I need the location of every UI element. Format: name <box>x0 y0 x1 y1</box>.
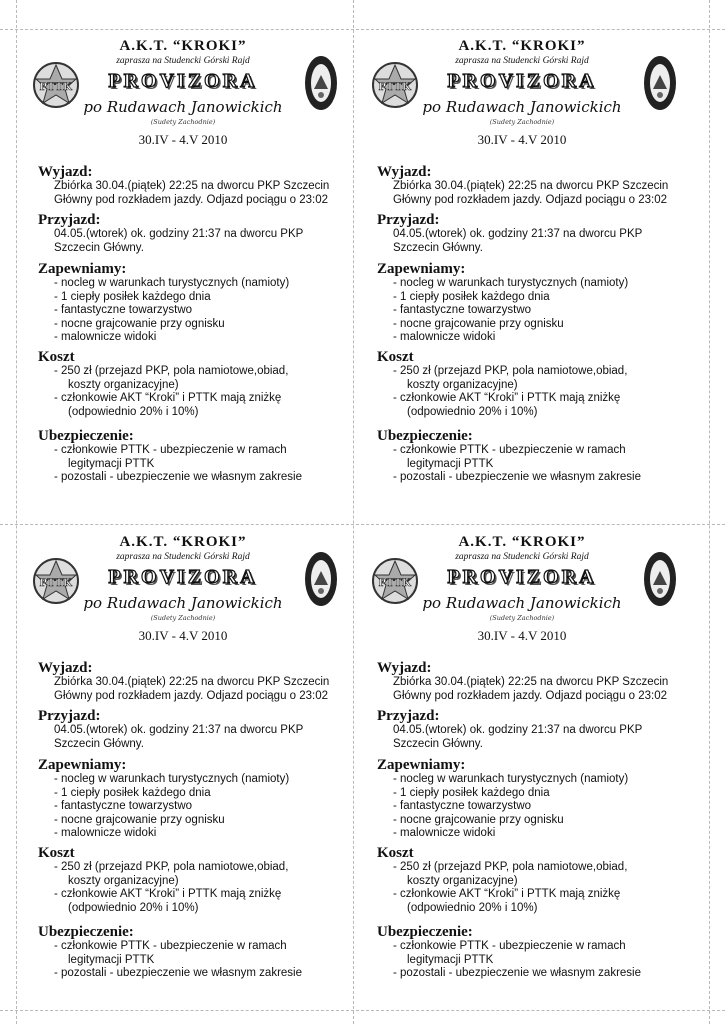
section-heading: Przyjazd: <box>38 708 101 724</box>
event-subregion: (Sudety Zachodnie) <box>489 614 555 622</box>
event-title: PROVIZORA <box>447 70 597 92</box>
section-heading: Ubezpieczenie: <box>377 924 473 940</box>
section-wyjazd <box>377 660 683 703</box>
event-title: PROVIZORA <box>108 566 258 588</box>
section-heading: Wyjazd: <box>377 660 432 676</box>
section-line: - pozostali - ubezpieczenie we własnym zakresie <box>393 471 641 483</box>
section-line: - 1 ciepły posiłek każdego dnia <box>393 290 550 303</box>
section-line: 04.05.(wtorek) ok. godziny 21:37 na dworcu PKP <box>393 724 643 736</box>
event-title: PROVIZORA <box>447 566 597 588</box>
event-dates: 30.IV - 4.V 2010 <box>477 132 567 147</box>
section-line: Szczecin Główny. <box>393 737 483 750</box>
event-region: po Rudawach Janowickich <box>422 98 622 116</box>
section-line: - nocleg w warunkach turystycznych (namioty) <box>54 773 290 785</box>
section-line: - 1 ciepły posiłek każdego dnia <box>54 290 211 303</box>
section-line: - członkowie PTTK - ubezpieczenie w ramach <box>54 940 287 952</box>
section-line: 04.05.(wtorek) ok. godziny 21:37 na dworcu PKP <box>54 724 304 736</box>
section-line: Główny pod rozkładem jazdy. Odjazd pociągu o 23:02 <box>393 689 668 702</box>
event-subregion: (Sudety Zachodnie) <box>150 614 216 622</box>
section-line: koszty organizacyjne) <box>407 874 518 887</box>
section-line: Zbiórka 30.04.(piątek) 22:25 na dworcu PKP Szczecin <box>393 676 669 688</box>
pttk-logo-text: PTTK <box>378 79 412 93</box>
section-line: - malownicze widoki <box>54 827 157 839</box>
section-ubezpieczenie <box>377 924 683 981</box>
section-line: - nocleg w warunkach turystycznych (namioty) <box>54 277 290 289</box>
section-heading: Koszt <box>377 845 414 861</box>
section-koszt <box>377 349 683 419</box>
section-przyjazd <box>377 708 683 751</box>
org-name: A.K.T. “KROKI” <box>119 38 247 54</box>
section-line: (odpowiednio 20% i 10%) <box>68 901 199 914</box>
event-dates: 30.IV - 4.V 2010 <box>138 132 228 147</box>
org-name: A.K.T. “KROKI” <box>458 38 586 54</box>
event-dates: 30.IV - 4.V 2010 <box>138 628 228 643</box>
org-name: A.K.T. “KROKI” <box>119 534 247 550</box>
cut-line-top <box>0 29 725 30</box>
section-heading: Koszt <box>38 845 75 861</box>
section-line: 04.05.(wtorek) ok. godziny 21:37 na dworcu PKP <box>54 228 304 240</box>
section-line: - nocleg w warunkach turystycznych (namioty) <box>393 773 629 785</box>
section-line: koszty organizacyjne) <box>68 378 179 391</box>
pttk-logo-text: PTTK <box>39 79 73 93</box>
section-line: (odpowiednio 20% i 10%) <box>68 405 199 418</box>
section-heading: Koszt <box>38 349 75 365</box>
section-wyjazd <box>377 164 683 207</box>
section-line: - członkowie AKT “Kroki” i PTTK mają zniżkę <box>54 888 282 900</box>
section-line: - fantastyczne towarzystwo <box>393 800 532 812</box>
section-ubezpieczenie <box>38 428 344 485</box>
club-emblem-icon <box>304 55 338 111</box>
event-region: po Rudawach Janowickich <box>422 594 622 612</box>
org-name: A.K.T. “KROKI” <box>458 534 586 550</box>
section-line: Główny pod rozkładem jazdy. Odjazd pociągu o 23:02 <box>54 193 329 206</box>
section-heading: Wyjazd: <box>38 660 93 676</box>
cut-line-right <box>709 0 710 1024</box>
pttk-logo-icon <box>371 61 419 109</box>
section-zapewniamy <box>38 261 344 345</box>
section-line: - pozostali - ubezpieczenie we własnym zakresie <box>393 967 641 979</box>
cut-line-center <box>0 524 725 525</box>
section-zapewniamy <box>377 261 683 345</box>
section-heading: Przyjazd: <box>38 212 101 228</box>
club-emblem-icon <box>643 551 677 607</box>
section-heading: Przyjazd: <box>377 708 440 724</box>
section-line: - pozostali - ubezpieczenie we własnym zakresie <box>54 471 302 483</box>
section-line: - fantastyczne towarzystwo <box>54 800 193 812</box>
event-title: PROVIZORA <box>108 70 258 92</box>
section-line: Szczecin Główny. <box>393 241 483 254</box>
flyer-header <box>14 527 352 649</box>
section-line: Szczecin Główny. <box>54 241 144 254</box>
section-line: - członkowie AKT “Kroki” i PTTK mają zniżkę <box>54 392 282 404</box>
section-line: (odpowiednio 20% i 10%) <box>407 405 538 418</box>
section-koszt <box>38 845 344 915</box>
section-line: - nocne grajcowanie przy ognisku <box>54 813 225 826</box>
section-heading: Ubezpieczenie: <box>38 924 134 940</box>
flyer-header <box>14 31 352 153</box>
invite-text: zaprasza na Studencki Górski Rajd <box>116 56 250 66</box>
section-line: - 1 ciepły posiłek każdego dnia <box>393 786 550 799</box>
section-line: - 250 zł (przejazd PKP, pola namiotowe,obiad, <box>54 861 289 873</box>
section-line: - członkowie AKT “Kroki” i PTTK mają zniżkę <box>393 392 621 404</box>
section-wyjazd <box>38 660 344 703</box>
section-line: - członkowie PTTK - ubezpieczenie w ramach <box>54 444 287 456</box>
section-line: legitymacji PTTK <box>407 457 494 470</box>
section-line: 04.05.(wtorek) ok. godziny 21:37 na dworcu PKP <box>393 228 643 240</box>
section-zapewniamy <box>38 757 344 841</box>
section-line: - nocne grajcowanie przy ognisku <box>393 317 564 330</box>
section-line: - fantastyczne towarzystwo <box>54 304 193 316</box>
club-emblem-icon <box>304 551 338 607</box>
section-line: - członkowie PTTK - ubezpieczenie w ramach <box>393 940 626 952</box>
section-heading: Wyjazd: <box>377 164 432 180</box>
section-line: - 250 zł (przejazd PKP, pola namiotowe,obiad, <box>393 861 628 873</box>
flyer-bottom-right <box>353 527 691 1007</box>
section-line: koszty organizacyjne) <box>407 378 518 391</box>
invite-text: zaprasza na Studencki Górski Rajd <box>116 552 250 562</box>
section-heading: Zapewniamy: <box>38 261 127 277</box>
section-koszt <box>38 349 344 419</box>
flyer-header <box>353 31 691 153</box>
section-line: - nocne grajcowanie przy ognisku <box>54 317 225 330</box>
pttk-logo-icon <box>371 557 419 605</box>
pttk-logo-icon <box>32 557 80 605</box>
section-line: - malownicze widoki <box>54 331 157 343</box>
section-line: - malownicze widoki <box>393 331 496 343</box>
event-region: po Rudawach Janowickich <box>83 594 283 612</box>
section-line: Główny pod rozkładem jazdy. Odjazd pociągu o 23:02 <box>393 193 668 206</box>
flyer-header <box>353 527 691 649</box>
section-ubezpieczenie <box>38 924 344 981</box>
section-line: - nocleg w warunkach turystycznych (namioty) <box>393 277 629 289</box>
section-line: - członkowie AKT “Kroki” i PTTK mają zniżkę <box>393 888 621 900</box>
section-heading: Zapewniamy: <box>377 757 466 773</box>
cut-line-bottom <box>0 1010 725 1011</box>
section-heading: Zapewniamy: <box>38 757 127 773</box>
section-line: legitymacji PTTK <box>407 953 494 966</box>
section-line: Zbiórka 30.04.(piątek) 22:25 na dworcu PKP Szczecin <box>54 676 330 688</box>
section-line: - 250 zł (przejazd PKP, pola namiotowe,obiad, <box>54 365 289 377</box>
event-subregion: (Sudety Zachodnie) <box>489 118 555 126</box>
section-line: Szczecin Główny. <box>54 737 144 750</box>
section-heading: Wyjazd: <box>38 164 93 180</box>
pttk-logo-icon <box>32 61 80 109</box>
section-przyjazd <box>38 708 344 751</box>
section-line: koszty organizacyjne) <box>68 874 179 887</box>
section-heading: Ubezpieczenie: <box>377 428 473 444</box>
section-line: Zbiórka 30.04.(piątek) 22:25 na dworcu PKP Szczecin <box>393 180 669 192</box>
section-line: (odpowiednio 20% i 10%) <box>407 901 538 914</box>
section-ubezpieczenie <box>377 428 683 485</box>
club-emblem-icon <box>643 55 677 111</box>
flyer-bottom-left <box>14 527 352 1007</box>
section-line: - pozostali - ubezpieczenie we własnym zakresie <box>54 967 302 979</box>
flyer-top-left <box>14 31 352 511</box>
section-line: - nocne grajcowanie przy ognisku <box>393 813 564 826</box>
section-heading: Zapewniamy: <box>377 261 466 277</box>
section-zapewniamy <box>377 757 683 841</box>
section-line: - członkowie PTTK - ubezpieczenie w ramach <box>393 444 626 456</box>
pttk-logo-text: PTTK <box>39 575 73 589</box>
section-line: - malownicze widoki <box>393 827 496 839</box>
invite-text: zaprasza na Studencki Górski Rajd <box>455 552 589 562</box>
section-line: legitymacji PTTK <box>68 457 155 470</box>
event-dates: 30.IV - 4.V 2010 <box>477 628 567 643</box>
section-line: - 250 zł (przejazd PKP, pola namiotowe,obiad, <box>393 365 628 377</box>
event-subregion: (Sudety Zachodnie) <box>150 118 216 126</box>
pttk-logo-text: PTTK <box>378 575 412 589</box>
section-line: Główny pod rozkładem jazdy. Odjazd pociągu o 23:02 <box>54 689 329 702</box>
invite-text: zaprasza na Studencki Górski Rajd <box>455 56 589 66</box>
section-heading: Koszt <box>377 349 414 365</box>
section-heading: Przyjazd: <box>377 212 440 228</box>
section-wyjazd <box>38 164 344 207</box>
section-line: - fantastyczne towarzystwo <box>393 304 532 316</box>
event-region: po Rudawach Janowickich <box>83 98 283 116</box>
section-line: Zbiórka 30.04.(piątek) 22:25 na dworcu PKP Szczecin <box>54 180 330 192</box>
flyer-top-right <box>353 31 691 511</box>
section-przyjazd <box>377 212 683 255</box>
section-line: - 1 ciepły posiłek każdego dnia <box>54 786 211 799</box>
section-koszt <box>377 845 683 915</box>
section-heading: Ubezpieczenie: <box>38 428 134 444</box>
section-przyjazd <box>38 212 344 255</box>
section-line: legitymacji PTTK <box>68 953 155 966</box>
